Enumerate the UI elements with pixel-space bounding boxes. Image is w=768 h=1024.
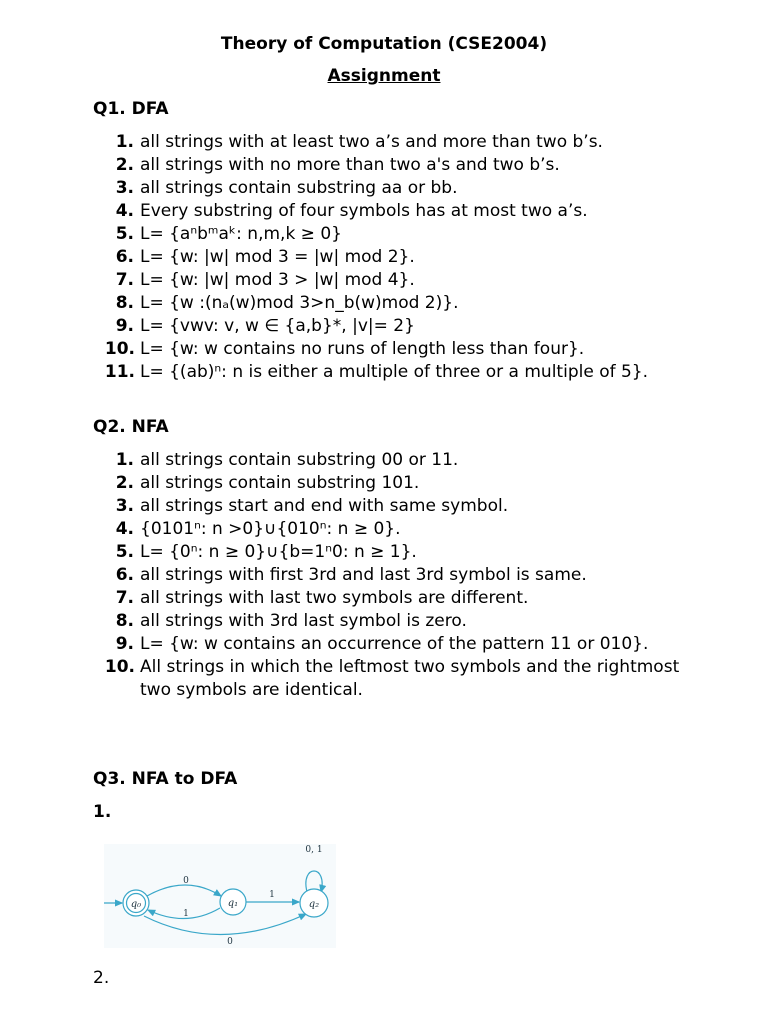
- q2-item-text: all strings contain substring 101.: [140, 473, 420, 493]
- q2-item-number: 1.: [115, 450, 134, 470]
- q2-item-text: all strings with first 3rd and last 3rd symbol is same.: [140, 565, 587, 585]
- q1-item-10: [104, 338, 700, 361]
- q1-item-1: [115, 131, 700, 154]
- transition-label-q1-q0: 1: [183, 909, 189, 919]
- q1-item-text: L= {w: w contains no runs of length less than four}.: [140, 339, 585, 359]
- document-title: Theory of Computation (CSE2004): [220, 34, 548, 54]
- q1-item-8: [115, 292, 700, 315]
- q2-item-3: [115, 495, 700, 518]
- q1-item-text: all strings with no more than two a's and two b’s.: [140, 155, 560, 175]
- q1-list: [104, 131, 700, 384]
- q1-item-number: 4.: [115, 201, 134, 221]
- q1-item-number: 2.: [115, 155, 134, 175]
- q2-item-5: [115, 541, 700, 564]
- q1-item-number: 9.: [115, 316, 134, 336]
- state-q1: [220, 889, 246, 915]
- q2-item-9: [115, 633, 700, 656]
- q1-item-text: Every substring of four symbols has at most two a’s.: [140, 201, 588, 221]
- q2-item-number: 3.: [115, 496, 134, 516]
- q2-item-4: [115, 518, 700, 541]
- transition-label-q0-q2: 0: [227, 937, 233, 947]
- q2-list: [104, 449, 700, 702]
- q2-item-10: [104, 656, 700, 702]
- q2-item-6: [115, 564, 700, 587]
- q2-item-number: 10.: [104, 657, 135, 677]
- q1-item-text: L= {w: |w| mod 3 > |w| mod 4}.: [140, 270, 415, 290]
- state-q1-label: q₁: [227, 898, 239, 909]
- q1-item-text: L= {(ab)ⁿ: n is either a multiple of three or a multiple of 5}.: [140, 362, 649, 382]
- q2-item-text: all strings with 3rd last symbol is zero.: [140, 611, 467, 631]
- q1-item-number: 6.: [115, 247, 134, 267]
- q1-item-number: 8.: [115, 293, 134, 313]
- q2-item-8: [115, 610, 700, 633]
- q1-item-11: [104, 361, 700, 384]
- q2-item-number: 9.: [115, 634, 134, 654]
- q2-item-text: all strings with last two symbols are different.: [140, 588, 529, 608]
- q3-sub-number-2: 2.: [93, 968, 110, 988]
- q1-item-text: L= {w: |w| mod 3 = |w| mod 2}.: [140, 247, 415, 267]
- q1-item-number: 3.: [115, 178, 134, 198]
- q2-heading: Q2. NFA: [93, 417, 169, 437]
- document-subtitle: Assignment: [327, 66, 441, 86]
- q1-item-number: 1.: [115, 132, 134, 152]
- q2-item-number: 8.: [115, 611, 134, 631]
- state-q0-label: q₀: [130, 899, 142, 910]
- q1-item-6: [115, 246, 700, 269]
- q2-item-number: 6.: [115, 565, 134, 585]
- q2-item-text: L= {w: w contains an occurrence of the pattern 11 or 010}.: [140, 634, 649, 654]
- nfa-diagram: [100, 836, 340, 952]
- q1-item-number: 7.: [115, 270, 134, 290]
- q3-heading: Q3. NFA to DFA: [93, 769, 238, 789]
- q2-item-number: 5.: [115, 542, 134, 562]
- q1-item-3: [115, 177, 700, 200]
- q3-sub-number-1: 1.: [93, 802, 112, 822]
- q1-item-text: all strings with at least two a’s and more than two b’s.: [140, 132, 603, 152]
- q1-item-9: [115, 315, 700, 338]
- q1-item-2: [115, 154, 700, 177]
- transition-label-q2-loop: 0, 1: [305, 845, 323, 855]
- q2-item-1: [115, 449, 700, 472]
- q1-item-text: all strings contain substring aa or bb.: [140, 178, 458, 198]
- q1-item-text: L= {w :(nₐ(w)mod 3>n_b(w)mod 2)}.: [140, 293, 459, 313]
- q1-item-number: 10.: [104, 339, 135, 359]
- q2-item-text: {0101ⁿ: n >0}∪{010ⁿ: n ≥ 0}.: [140, 519, 401, 539]
- q1-item-text: L= {aⁿbᵐaᵏ: n,m,k ≥ 0}: [140, 224, 342, 244]
- q2-item-text: all strings start and end with same symbol.: [140, 496, 509, 516]
- q1-item-number: 5.: [115, 224, 134, 244]
- q2-item-number: 4.: [115, 519, 134, 539]
- transition-label-q1-q2: 1: [269, 890, 275, 900]
- q2-item-text: All strings in which the leftmost two symbols and the rightmost two symbols are identical.: [140, 657, 680, 700]
- q2-item-text: L= {0ⁿ: n ≥ 0}∪{b=1ⁿ0: n ≥ 1}.: [140, 542, 417, 562]
- q1-item-5: [115, 223, 700, 246]
- q1-heading: Q1. DFA: [93, 99, 169, 119]
- q2-item-2: [115, 472, 700, 495]
- q1-item-number: 11.: [104, 362, 135, 382]
- transition-label-q0-q1: 0: [183, 876, 189, 886]
- q1-item-7: [115, 269, 700, 292]
- q2-item-text: all strings contain substring 00 or 11.: [140, 450, 459, 470]
- q2-item-7: [115, 587, 700, 610]
- q1-item-text: L= {vwv: v, w ∈ {a,b}*, |v|= 2}: [140, 316, 415, 336]
- q2-item-number: 7.: [115, 588, 134, 608]
- q2-item-number: 2.: [115, 473, 134, 493]
- q1-item-4: [115, 200, 700, 223]
- state-q0: [123, 890, 149, 916]
- state-q2-label: q₂: [308, 899, 320, 910]
- state-q2: [300, 889, 328, 917]
